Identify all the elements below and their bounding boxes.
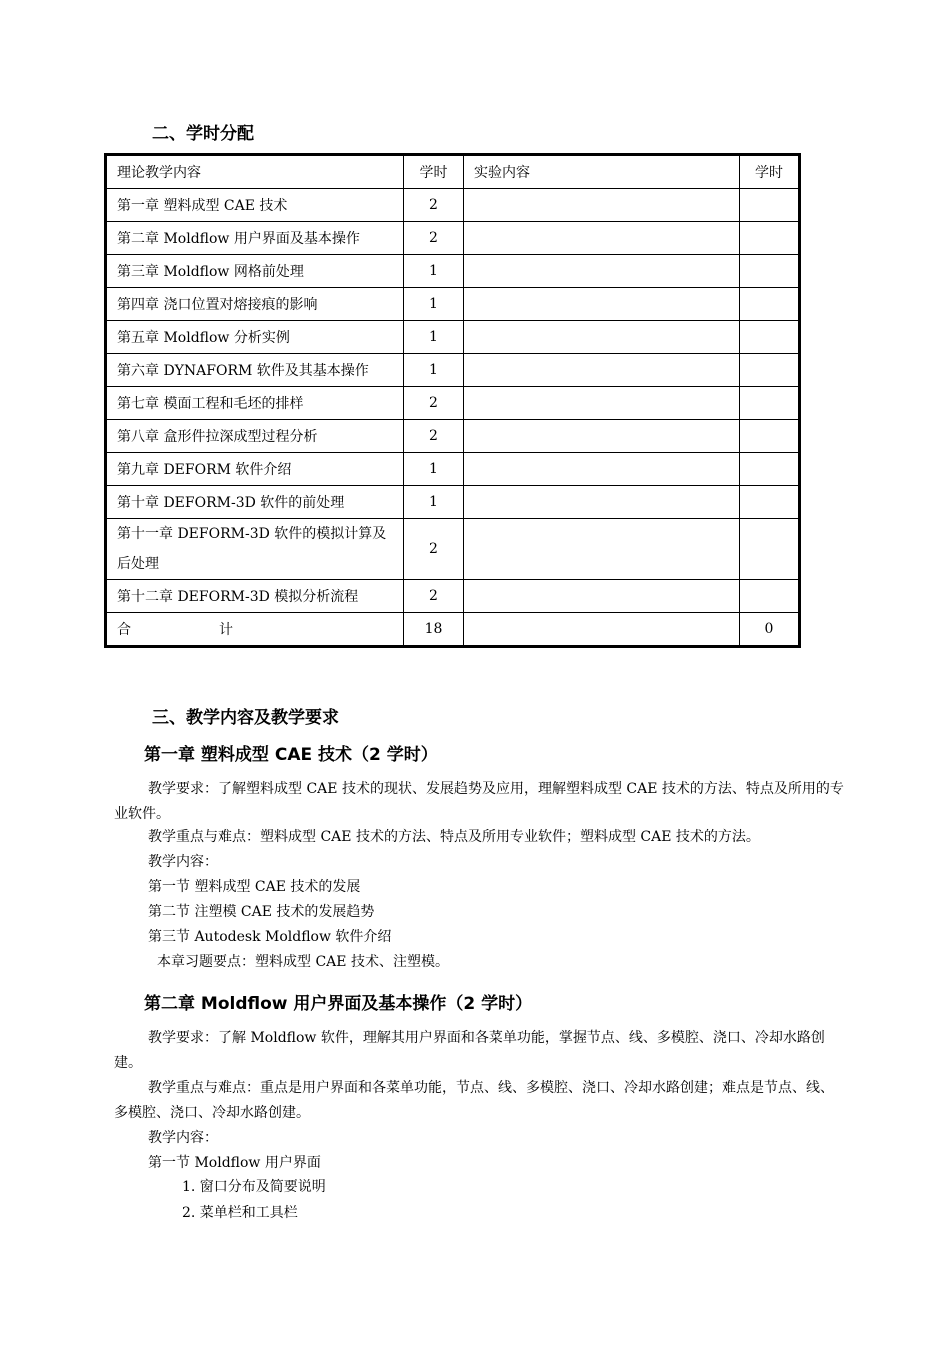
row-lab <box>464 453 740 486</box>
row-lab <box>464 354 740 387</box>
row-hours: 1 <box>404 453 464 486</box>
total-label-right: 计 <box>219 622 233 638</box>
row-lab <box>464 486 740 519</box>
row-lab <box>464 321 740 354</box>
table-row <box>106 387 800 420</box>
hours-allocation-table <box>104 153 801 648</box>
total-hours: 18 <box>404 613 464 647</box>
total-label <box>106 613 404 647</box>
row-content: 第九章 DEFORM 软件介绍 <box>106 453 404 486</box>
table-row <box>106 519 800 580</box>
row-lab-hours <box>740 321 800 354</box>
table-row <box>106 453 800 486</box>
table-row <box>106 354 800 387</box>
row-lab-hours <box>740 519 800 580</box>
total-lab <box>464 613 740 647</box>
chapter2-content-label: 教学内容： <box>148 1130 218 1146</box>
table-header-row <box>106 155 800 189</box>
chapter1-focus: 教学重点与难点：塑料成型 CAE 技术的方法、特点及所用专业软件；塑料成型 CAE 技术的方法。 <box>148 829 760 845</box>
row-content: 第十章 DEFORM-3D 软件的前处理 <box>106 486 404 519</box>
row-lab-hours <box>740 420 800 453</box>
row-lab <box>464 420 740 453</box>
row-hours: 1 <box>404 321 464 354</box>
table-row <box>106 321 800 354</box>
chapter2-section-1: 第一节 Moldflow 用户界面 <box>148 1155 321 1171</box>
row-content: 第十二章 DEFORM-3D 模拟分析流程 <box>106 580 404 613</box>
row-hours: 1 <box>404 486 464 519</box>
row-lab-hours <box>740 222 800 255</box>
row-hours: 2 <box>404 189 464 222</box>
row-hours: 2 <box>404 387 464 420</box>
row-hours: 2 <box>404 420 464 453</box>
chapter1-section-1: 第一节 塑料成型 CAE 技术的发展 <box>148 879 361 895</box>
chapter1-content-label: 教学内容： <box>148 854 218 870</box>
row-content: 第三章 Moldflow 网格前处理 <box>106 255 404 288</box>
row-hours: 2 <box>404 580 464 613</box>
section-heading-content: 三、教学内容及教学要求 <box>152 708 339 728</box>
row-hours: 2 <box>404 519 464 580</box>
header-hours: 学时 <box>404 155 464 189</box>
table-row <box>106 420 800 453</box>
table-row <box>106 255 800 288</box>
total-label-left: 合 <box>117 622 131 638</box>
row-lab <box>464 255 740 288</box>
chapter2-item-2: 2. 菜单栏和工具栏 <box>182 1205 298 1221</box>
row-content: 第五章 Moldflow 分析实例 <box>106 321 404 354</box>
table-row <box>106 486 800 519</box>
chapter2-item-1: 1. 窗口分布及简要说明 <box>182 1179 326 1195</box>
chapter1-title: 第一章 塑料成型 CAE 技术（2 学时） <box>144 745 438 765</box>
chapter1-section-2: 第二节 注塑模 CAE 技术的发展趋势 <box>148 904 375 920</box>
row-lab <box>464 387 740 420</box>
chapter1-section-3: 第三节 Autodesk Moldflow 软件介绍 <box>148 929 392 945</box>
row-content: 第四章 浇口位置对熔接痕的影响 <box>106 288 404 321</box>
row-content: 第一章 塑料成型 CAE 技术 <box>106 189 404 222</box>
chapter2-requirement: 教学要求：了解 Moldflow 软件，理解其用户界面和各菜单功能，掌握节点、线、多模腔、浇口、冷却水路创建。 <box>114 1030 825 1071</box>
table-total-row <box>106 613 800 647</box>
header-lab: 实验内容 <box>464 155 740 189</box>
row-hours: 1 <box>404 255 464 288</box>
row-content: 第十一章 DEFORM-3D 软件的模拟计算及后处理 <box>106 519 404 580</box>
table-row <box>106 580 800 613</box>
chapter1-requirement: 教学要求：了解塑料成型 CAE 技术的现状、发展趋势及应用，理解塑料成型 CAE 技术的方法、特点及所用的专业软件。 <box>114 781 844 822</box>
row-hours: 2 <box>404 222 464 255</box>
header-theory: 理论教学内容 <box>106 155 404 189</box>
header-lab-hours: 学时 <box>740 155 800 189</box>
row-content: 第八章 盒形件拉深成型过程分析 <box>106 420 404 453</box>
row-lab <box>464 222 740 255</box>
row-lab-hours <box>740 255 800 288</box>
row-lab-hours <box>740 189 800 222</box>
total-lab-hours: 0 <box>740 613 800 647</box>
row-content: 第六章 DYNAFORM 软件及其基本操作 <box>106 354 404 387</box>
row-lab <box>464 580 740 613</box>
row-lab-hours <box>740 580 800 613</box>
row-content: 第七章 模面工程和毛坯的排样 <box>106 387 404 420</box>
row-lab-hours <box>740 354 800 387</box>
row-hours: 1 <box>404 354 464 387</box>
chapter2-focus: 教学重点与难点：重点是用户界面和各菜单功能，节点、线、多模腔、浇口、冷却水路创建；难点是节点、线、多模腔、浇口、冷却水路创建。 <box>114 1080 834 1121</box>
chapter2-title: 第二章 Moldflow 用户界面及基本操作（2 学时） <box>144 994 533 1014</box>
row-lab-hours <box>740 486 800 519</box>
row-lab <box>464 519 740 580</box>
table-row <box>106 222 800 255</box>
table-row <box>106 288 800 321</box>
row-hours: 1 <box>404 288 464 321</box>
row-lab <box>464 288 740 321</box>
section-heading-hours: 二、学时分配 <box>152 124 254 144</box>
row-lab <box>464 189 740 222</box>
chapter1-exercise: 本章习题要点：塑料成型 CAE 技术、注塑模。 <box>157 954 449 970</box>
row-content: 第二章 Moldflow 用户界面及基本操作 <box>106 222 404 255</box>
row-lab-hours <box>740 288 800 321</box>
table-row <box>106 189 800 222</box>
row-lab-hours <box>740 453 800 486</box>
row-lab-hours <box>740 387 800 420</box>
